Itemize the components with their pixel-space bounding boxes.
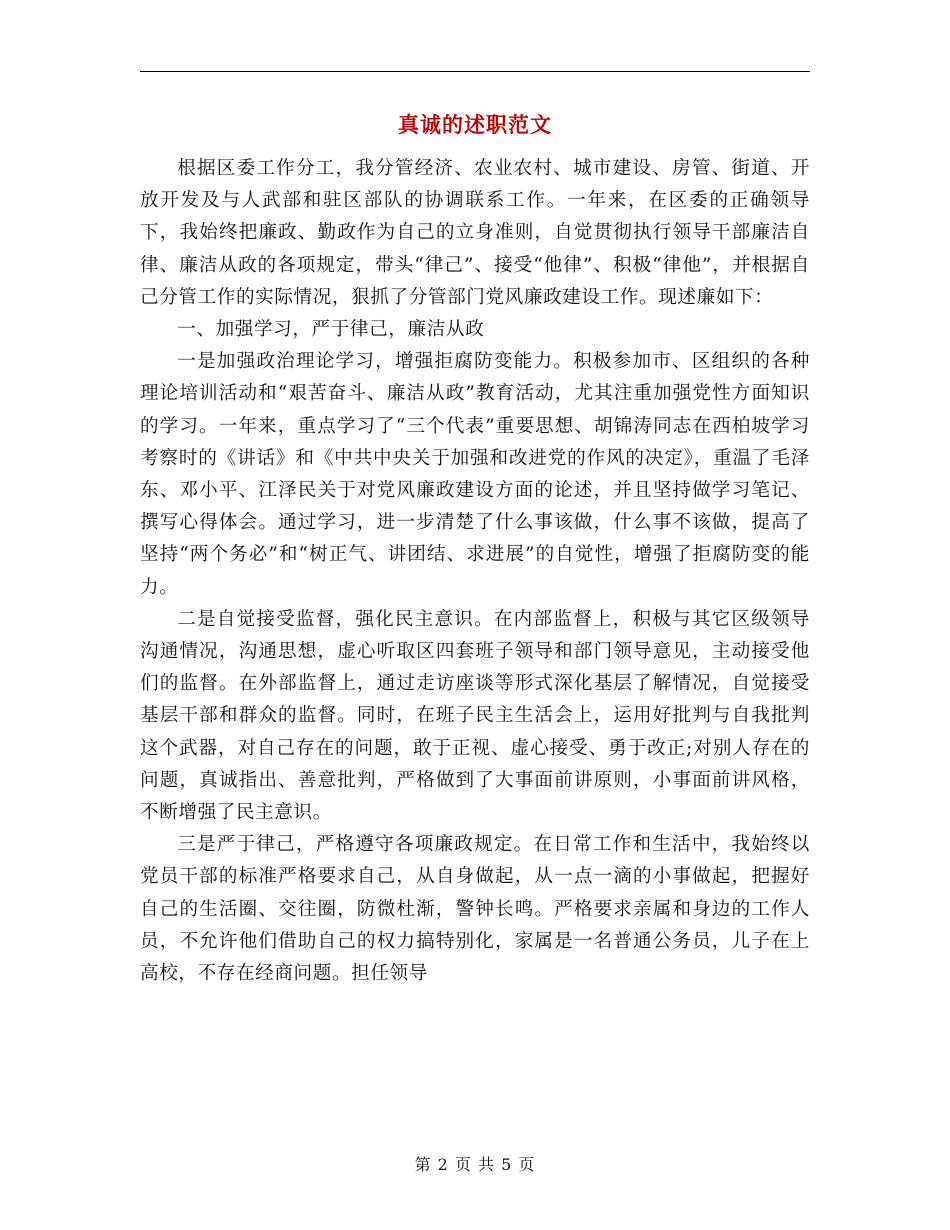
document-title: 真诚的述职范文: [398, 112, 552, 137]
section-heading: 一、加强学习，严于律己，廉洁从政: [177, 319, 485, 341]
document-body: [140, 153, 810, 990]
body-paragraph: 一是加强政治理论学习，增强拒腐防变能力。积极参加市、区组织的各种理论培训活动和“艰苦奋斗、廉洁从政”教育活动，尤其注重加强党性方面知识的学习。一年来，重点学习了“三个代表”重要思想、胡锦涛同志在西柏坡学习考察时的《讲话》和《中共中央关于加强和改进党的作风的决定》，重温了毛泽东、邓小平、江泽民关于对党风廉政建设方面的论述，并且坚持做学习笔记、撰写心得体会。通过学习，进一步清楚了什么事该做，什么事不该做，提高了坚持“两个务必”和“树正气、讲团结、求进展”的自觉性，增强了拒腐防变的能力。: [140, 351, 810, 598]
page-number: 第 2 页 共 5 页: [414, 1155, 536, 1174]
header-rule: [140, 71, 810, 72]
intro-paragraph: 根据区委工作分工，我分管经济、农业农村、城市建设、房管、街道、开放开发及与人武部和驻区部队的协调联系工作。一年来，在区委的正确领导下，我始终把廉政、勤政作为自己的立身准则，自觉贯彻执行领导干部廉洁自律、廉洁从政的各项规定，带头“律己”、接受“他律”、积极“律他”，并根据自己分管工作的实际情况，狠抓了分管部门党风廉政建设工作。现述廉如下：: [140, 158, 810, 308]
body-paragraph: 二是自觉接受监督，强化民主意识。在内部监督上，积极与其它区级领导沟通情况，沟通思想，虚心听取区四套班子领导和部门领导意见，主动接受他们的监督。在外部监督上，通过走访座谈等形式深化基层了解情况，自觉接受基层干部和群众的监督。同时，在班子民主生活会上，运用好批判与自我批判这个武器，对自己存在的问题，敢于正视、虚心接受、勇于改正;对别人存在的问题，真诚指出、善意批判，严格做到了大事面前讲原则，小事面前讲风格，不断增强了民主意识。: [140, 608, 810, 824]
body-paragraph: 三是严于律己，严格遵守各项廉政规定。在日常工作和生活中，我始终以党员干部的标准严格要求自己，从自身做起，从一点一滴的小事做起，把握好自己的生活圈、交往圈，防微杜渐，警钟长鸣。严格要求亲属和身边的工作人员，不允许他们借助自己的权力搞特别化，家属是一名普通公务员，儿子在上高校，不存在经商问题。担任领导: [140, 834, 810, 985]
